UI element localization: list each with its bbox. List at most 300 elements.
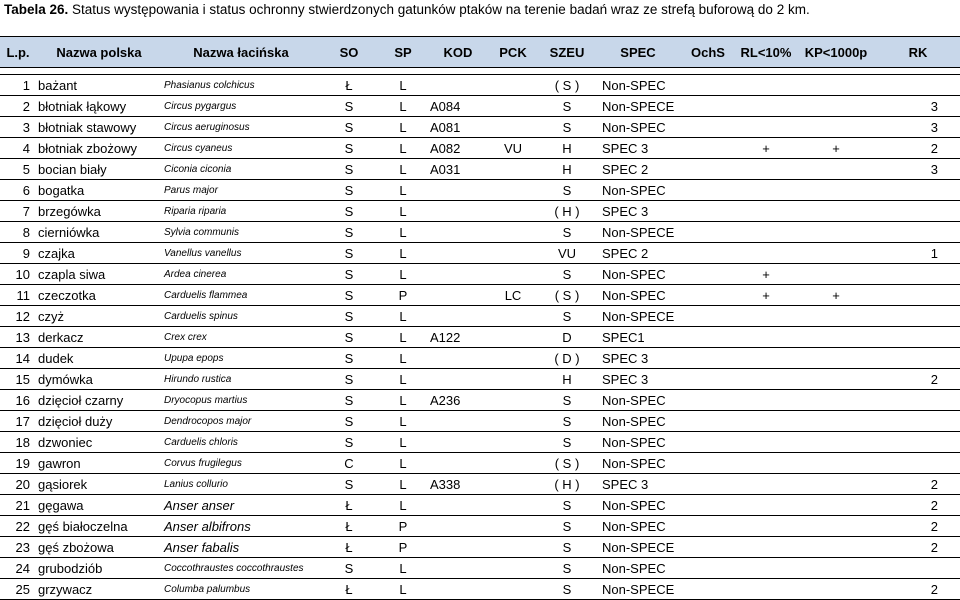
cell-lp: 3 — [0, 117, 36, 138]
cell-rl — [736, 474, 796, 495]
cell-pck — [488, 579, 538, 600]
cell-polish-name: gęgawa — [36, 495, 162, 516]
cell-pck — [488, 327, 538, 348]
table-row — [0, 411, 960, 432]
cell-polish-name: czajka — [36, 243, 162, 264]
cell-sp: L — [378, 369, 428, 390]
cell-spec: SPEC 2 — [596, 159, 680, 180]
col-header-sp: SP — [378, 37, 428, 68]
cell-sp: L — [378, 180, 428, 201]
cell-pck — [488, 453, 538, 474]
cell-kod — [428, 369, 488, 390]
col-header-latin-name: Nazwa łacińska — [162, 37, 320, 68]
cell-latin-name: Carduelis chloris — [162, 432, 320, 453]
cell-kp — [796, 369, 876, 390]
cell-latin-name: Dendrocopos major — [162, 411, 320, 432]
cell-rk: 2 — [876, 579, 960, 600]
table-row — [0, 75, 960, 96]
col-header-so: SO — [320, 37, 378, 68]
cell-szeu: S — [538, 537, 596, 558]
cell-latin-name: Anser albifrons — [162, 516, 320, 537]
cell-polish-name: czapla siwa — [36, 264, 162, 285]
cell-latin-name: Circus pygargus — [162, 96, 320, 117]
cell-rk — [876, 327, 960, 348]
cell-spec: Non-SPECE — [596, 579, 680, 600]
cell-so: S — [320, 138, 378, 159]
cell-sp: L — [378, 579, 428, 600]
cell-ochs — [680, 537, 736, 558]
cell-spec: Non-SPEC — [596, 411, 680, 432]
cell-kp: + — [796, 285, 876, 306]
cell-so: Ł — [320, 495, 378, 516]
cell-rl — [736, 159, 796, 180]
cell-polish-name: cierniówka — [36, 222, 162, 243]
cell-sp: L — [378, 432, 428, 453]
cell-rl — [736, 327, 796, 348]
cell-ochs — [680, 117, 736, 138]
cell-so: S — [320, 390, 378, 411]
cell-rl — [736, 579, 796, 600]
cell-polish-name: gąsiorek — [36, 474, 162, 495]
cell-spec: SPEC 3 — [596, 369, 680, 390]
table-row — [0, 264, 960, 285]
cell-rl — [736, 432, 796, 453]
cell-kod — [428, 411, 488, 432]
cell-kod: A031 — [428, 159, 488, 180]
cell-polish-name: błotniak stawowy — [36, 117, 162, 138]
cell-ochs — [680, 264, 736, 285]
cell-pck — [488, 369, 538, 390]
cell-rl — [736, 390, 796, 411]
cell-rl — [736, 495, 796, 516]
cell-latin-name: Upupa epops — [162, 348, 320, 369]
cell-szeu: H — [538, 138, 596, 159]
cell-polish-name: czyż — [36, 306, 162, 327]
cell-so: S — [320, 96, 378, 117]
cell-pck — [488, 201, 538, 222]
cell-sp: L — [378, 453, 428, 474]
cell-so: S — [320, 180, 378, 201]
cell-pck — [488, 117, 538, 138]
cell-pck — [488, 264, 538, 285]
cell-lp: 24 — [0, 558, 36, 579]
cell-ochs — [680, 495, 736, 516]
cell-lp: 10 — [0, 264, 36, 285]
col-header-rl: RL<10% — [736, 37, 796, 68]
cell-pck — [488, 306, 538, 327]
cell-polish-name: gęś zbożowa — [36, 537, 162, 558]
cell-latin-name: Carduelis spinus — [162, 306, 320, 327]
cell-spec: Non-SPECE — [596, 537, 680, 558]
cell-kod — [428, 201, 488, 222]
table-row — [0, 558, 960, 579]
cell-spec: SPEC 2 — [596, 243, 680, 264]
cell-sp: L — [378, 159, 428, 180]
cell-lp: 6 — [0, 180, 36, 201]
cell-kod — [428, 243, 488, 264]
cell-kp — [796, 327, 876, 348]
cell-spec: SPEC 3 — [596, 348, 680, 369]
cell-ochs — [680, 243, 736, 264]
cell-latin-name: Circus aeruginosus — [162, 117, 320, 138]
cell-kod: A236 — [428, 390, 488, 411]
cell-pck — [488, 222, 538, 243]
cell-kod: A122 — [428, 327, 488, 348]
table-row — [0, 495, 960, 516]
cell-latin-name: Ardea cinerea — [162, 264, 320, 285]
cell-kp — [796, 411, 876, 432]
cell-kod: A081 — [428, 117, 488, 138]
cell-szeu: S — [538, 516, 596, 537]
cell-ochs — [680, 138, 736, 159]
cell-pck — [488, 537, 538, 558]
cell-rl — [736, 558, 796, 579]
cell-szeu: H — [538, 369, 596, 390]
caption-text: Status występowania i status ochronny stwierdzonych gatunków ptaków na terenie badań wraz ze strefą buforową do 2 km. — [68, 2, 810, 17]
cell-pck — [488, 474, 538, 495]
cell-lp: 11 — [0, 285, 36, 306]
cell-rl — [736, 222, 796, 243]
cell-so: S — [320, 348, 378, 369]
cell-polish-name: dudek — [36, 348, 162, 369]
cell-spec: SPEC 3 — [596, 474, 680, 495]
cell-sp: L — [378, 117, 428, 138]
col-header-lp: L.p. — [0, 37, 36, 68]
table-row — [0, 579, 960, 600]
cell-sp: L — [378, 495, 428, 516]
cell-sp: L — [378, 243, 428, 264]
cell-polish-name: dzięcioł duży — [36, 411, 162, 432]
cell-szeu: S — [538, 96, 596, 117]
cell-ochs — [680, 369, 736, 390]
cell-rk — [876, 75, 960, 96]
cell-rk — [876, 306, 960, 327]
table-row — [0, 390, 960, 411]
cell-rk: 2 — [876, 495, 960, 516]
table-caption — [4, 0, 810, 20]
cell-ochs — [680, 348, 736, 369]
cell-lp: 19 — [0, 453, 36, 474]
cell-polish-name: dzięcioł czarny — [36, 390, 162, 411]
cell-sp: L — [378, 75, 428, 96]
cell-rl — [736, 96, 796, 117]
cell-kod — [428, 222, 488, 243]
cell-lp: 13 — [0, 327, 36, 348]
cell-pck: LC — [488, 285, 538, 306]
cell-spec: Non-SPEC — [596, 180, 680, 201]
cell-rk: 3 — [876, 159, 960, 180]
cell-kp — [796, 180, 876, 201]
cell-lp: 17 — [0, 411, 36, 432]
cell-szeu: S — [538, 180, 596, 201]
cell-spec: SPEC 3 — [596, 201, 680, 222]
cell-lp: 25 — [0, 579, 36, 600]
cell-sp: L — [378, 390, 428, 411]
cell-kp — [796, 558, 876, 579]
cell-rk: 2 — [876, 516, 960, 537]
cell-lp: 4 — [0, 138, 36, 159]
cell-so: Ł — [320, 537, 378, 558]
cell-pck — [488, 96, 538, 117]
table-row — [0, 537, 960, 558]
cell-sp: L — [378, 348, 428, 369]
cell-lp: 12 — [0, 306, 36, 327]
cell-rk — [876, 390, 960, 411]
cell-kp — [796, 537, 876, 558]
cell-pck: VU — [488, 138, 538, 159]
cell-sp: L — [378, 138, 428, 159]
table-row — [0, 138, 960, 159]
col-header-kod: KOD — [428, 37, 488, 68]
cell-lp: 20 — [0, 474, 36, 495]
cell-polish-name: derkacz — [36, 327, 162, 348]
col-header-rk: RK — [876, 37, 960, 68]
cell-kod — [428, 453, 488, 474]
cell-kod — [428, 558, 488, 579]
cell-szeu: H — [538, 159, 596, 180]
cell-rk — [876, 432, 960, 453]
cell-kp — [796, 516, 876, 537]
table-row — [0, 327, 960, 348]
cell-ochs — [680, 432, 736, 453]
cell-rl — [736, 369, 796, 390]
cell-szeu: VU — [538, 243, 596, 264]
cell-latin-name: Anser fabalis — [162, 537, 320, 558]
cell-kod — [428, 432, 488, 453]
cell-sp: P — [378, 516, 428, 537]
cell-rk — [876, 264, 960, 285]
cell-rk — [876, 201, 960, 222]
col-header-pck: PCK — [488, 37, 538, 68]
cell-spec: Non-SPEC — [596, 117, 680, 138]
cell-rk — [876, 558, 960, 579]
cell-sp: P — [378, 285, 428, 306]
cell-spec: Non-SPEC — [596, 75, 680, 96]
cell-lp: 15 — [0, 369, 36, 390]
cell-spec: Non-SPEC — [596, 495, 680, 516]
cell-kod: A338 — [428, 474, 488, 495]
cell-latin-name: Riparia riparia — [162, 201, 320, 222]
cell-ochs — [680, 327, 736, 348]
cell-szeu: S — [538, 264, 596, 285]
cell-polish-name: dymówka — [36, 369, 162, 390]
cell-polish-name: gawron — [36, 453, 162, 474]
cell-pck — [488, 516, 538, 537]
cell-ochs — [680, 75, 736, 96]
cell-kod — [428, 306, 488, 327]
table-row — [0, 159, 960, 180]
cell-latin-name: Dryocopus martius — [162, 390, 320, 411]
cell-rl — [736, 516, 796, 537]
cell-rl: + — [736, 264, 796, 285]
cell-kp — [796, 264, 876, 285]
cell-so: S — [320, 159, 378, 180]
cell-polish-name: błotniak zbożowy — [36, 138, 162, 159]
cell-rk — [876, 222, 960, 243]
cell-ochs — [680, 453, 736, 474]
header-spacer — [0, 68, 960, 75]
cell-lp: 1 — [0, 75, 36, 96]
table-row — [0, 285, 960, 306]
cell-rl — [736, 117, 796, 138]
cell-sp: P — [378, 537, 428, 558]
cell-sp: L — [378, 474, 428, 495]
cell-ochs — [680, 411, 736, 432]
cell-ochs — [680, 390, 736, 411]
cell-kod — [428, 285, 488, 306]
cell-latin-name: Phasianus colchicus — [162, 75, 320, 96]
cell-rk: 3 — [876, 96, 960, 117]
cell-ochs — [680, 180, 736, 201]
table-row — [0, 348, 960, 369]
cell-ochs — [680, 579, 736, 600]
cell-kod — [428, 579, 488, 600]
col-header-szeu: SZEU — [538, 37, 596, 68]
cell-szeu: S — [538, 306, 596, 327]
cell-polish-name: bogatka — [36, 180, 162, 201]
cell-rl — [736, 201, 796, 222]
cell-kp — [796, 117, 876, 138]
cell-kp — [796, 348, 876, 369]
cell-rl — [736, 411, 796, 432]
table-row — [0, 453, 960, 474]
cell-ochs — [680, 474, 736, 495]
cell-szeu: S — [538, 495, 596, 516]
cell-latin-name: Ciconia ciconia — [162, 159, 320, 180]
cell-szeu: ( D ) — [538, 348, 596, 369]
cell-pck — [488, 348, 538, 369]
cell-kp — [796, 222, 876, 243]
table-row — [0, 180, 960, 201]
cell-so: S — [320, 306, 378, 327]
cell-latin-name: Crex crex — [162, 327, 320, 348]
cell-latin-name: Anser anser — [162, 495, 320, 516]
cell-kod: A084 — [428, 96, 488, 117]
cell-latin-name: Vanellus vanellus — [162, 243, 320, 264]
table-row — [0, 474, 960, 495]
cell-ochs — [680, 306, 736, 327]
cell-ochs — [680, 201, 736, 222]
cell-so: S — [320, 243, 378, 264]
cell-kod — [428, 495, 488, 516]
cell-lp: 2 — [0, 96, 36, 117]
table-row — [0, 96, 960, 117]
cell-rl — [736, 306, 796, 327]
cell-szeu: D — [538, 327, 596, 348]
cell-latin-name: Hirundo rustica — [162, 369, 320, 390]
cell-spec: Non-SPEC — [596, 285, 680, 306]
cell-polish-name: bocian biały — [36, 159, 162, 180]
cell-rk — [876, 348, 960, 369]
cell-latin-name: Corvus frugilegus — [162, 453, 320, 474]
cell-sp: L — [378, 201, 428, 222]
cell-kp — [796, 75, 876, 96]
cell-polish-name: gęś białoczelna — [36, 516, 162, 537]
cell-lp: 7 — [0, 201, 36, 222]
cell-szeu: S — [538, 117, 596, 138]
cell-so: Ł — [320, 579, 378, 600]
col-header-polish-name: Nazwa polska — [36, 37, 162, 68]
cell-sp: L — [378, 222, 428, 243]
cell-rl — [736, 348, 796, 369]
cell-szeu: S — [538, 558, 596, 579]
cell-spec: Non-SPEC — [596, 516, 680, 537]
cell-lp: 9 — [0, 243, 36, 264]
cell-latin-name: Coccothraustes coccothraustes — [162, 558, 320, 579]
cell-polish-name: grubodziób — [36, 558, 162, 579]
cell-lp: 18 — [0, 432, 36, 453]
cell-kod — [428, 348, 488, 369]
cell-pck — [488, 432, 538, 453]
cell-ochs — [680, 558, 736, 579]
caption-label: Tabela 26. — [4, 2, 69, 17]
cell-kp — [796, 159, 876, 180]
cell-sp: L — [378, 306, 428, 327]
cell-spec: Non-SPEC — [596, 558, 680, 579]
bird-species-table — [0, 36, 960, 600]
cell-sp: L — [378, 558, 428, 579]
cell-spec: Non-SPEC — [596, 390, 680, 411]
table-row — [0, 516, 960, 537]
cell-szeu: S — [538, 432, 596, 453]
cell-rk: 2 — [876, 537, 960, 558]
cell-sp: L — [378, 327, 428, 348]
col-header-spec: SPEC — [596, 37, 680, 68]
cell-latin-name: Carduelis flammea — [162, 285, 320, 306]
cell-kod — [428, 180, 488, 201]
table-row — [0, 201, 960, 222]
table-row — [0, 369, 960, 390]
cell-kp — [796, 579, 876, 600]
cell-kp — [796, 306, 876, 327]
cell-rk — [876, 180, 960, 201]
cell-kp — [796, 201, 876, 222]
cell-rk — [876, 285, 960, 306]
cell-so: S — [320, 558, 378, 579]
cell-latin-name: Lanius collurio — [162, 474, 320, 495]
cell-rk: 2 — [876, 138, 960, 159]
cell-pck — [488, 75, 538, 96]
cell-kod — [428, 75, 488, 96]
cell-polish-name: grzywacz — [36, 579, 162, 600]
cell-pck — [488, 495, 538, 516]
cell-lp: 22 — [0, 516, 36, 537]
cell-lp: 23 — [0, 537, 36, 558]
cell-rk: 3 — [876, 117, 960, 138]
table-row — [0, 306, 960, 327]
cell-kp — [796, 243, 876, 264]
table-body — [0, 68, 960, 600]
cell-lp: 14 — [0, 348, 36, 369]
cell-latin-name: Sylvia communis — [162, 222, 320, 243]
header-row — [0, 37, 960, 68]
cell-lp: 16 — [0, 390, 36, 411]
cell-so: S — [320, 285, 378, 306]
cell-kp — [796, 96, 876, 117]
cell-so: Ł — [320, 75, 378, 96]
cell-ochs — [680, 159, 736, 180]
cell-latin-name: Circus cyaneus — [162, 138, 320, 159]
cell-kp — [796, 495, 876, 516]
cell-lp: 5 — [0, 159, 36, 180]
table-row — [0, 243, 960, 264]
cell-rl — [736, 180, 796, 201]
cell-rk: 2 — [876, 369, 960, 390]
cell-so: S — [320, 117, 378, 138]
cell-spec: Non-SPEC — [596, 264, 680, 285]
cell-rl — [736, 453, 796, 474]
table-row — [0, 222, 960, 243]
